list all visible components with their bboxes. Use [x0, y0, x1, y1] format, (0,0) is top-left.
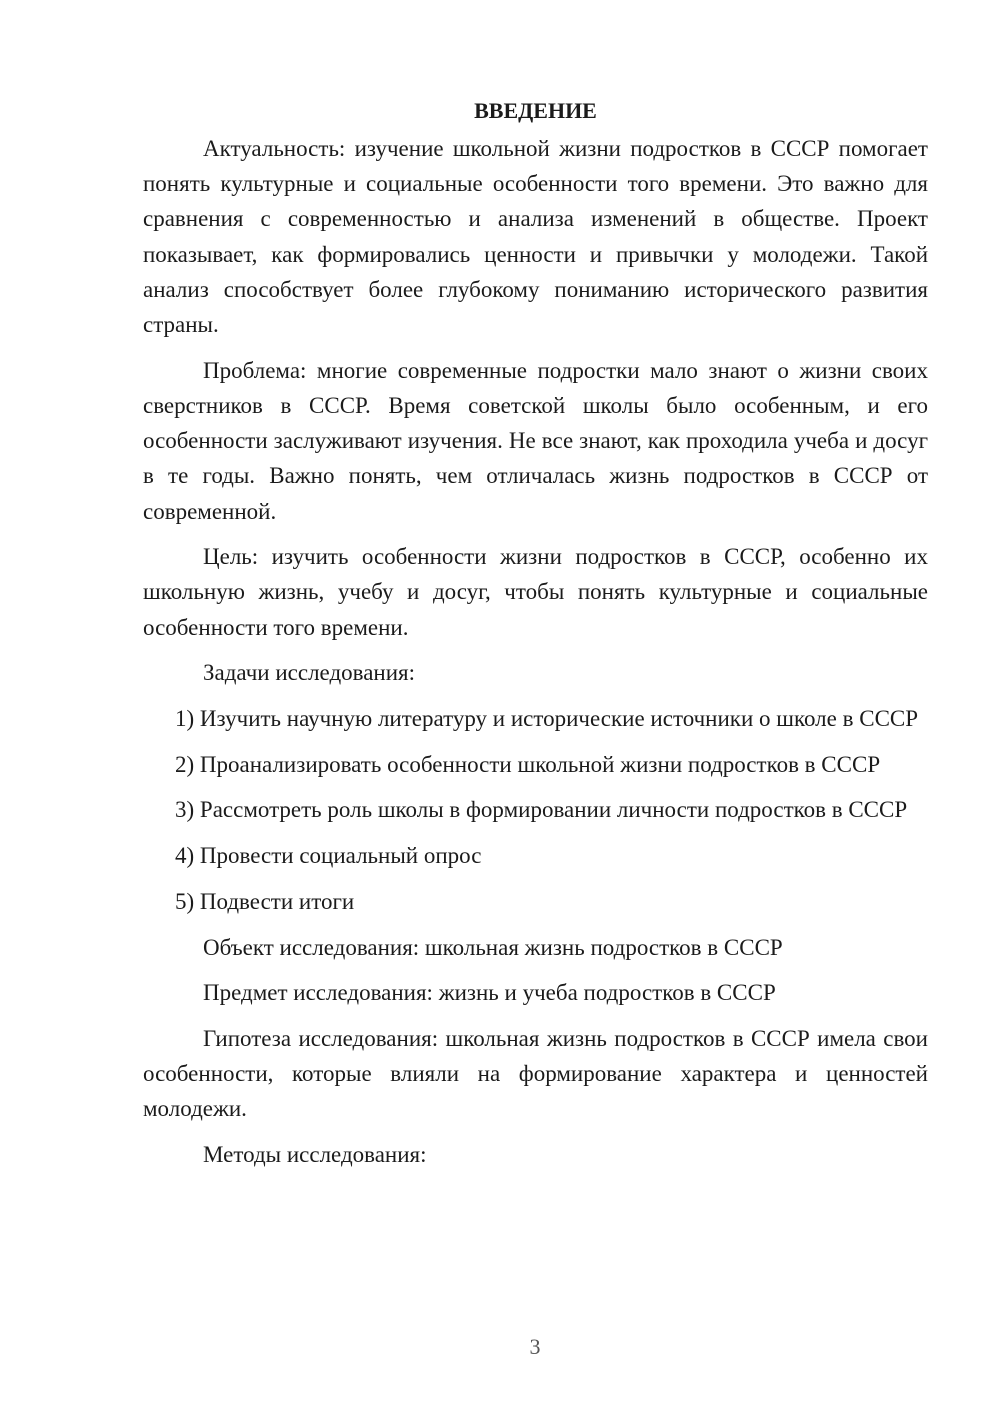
page-number: 3 — [529, 1334, 541, 1359]
subject-paragraph: Предмет исследования: жизнь и учеба подростков в СССР — [203, 980, 776, 1006]
hypothesis-paragraph: Гипотеза исследования: школьная жизнь подростков в СССР имела свои особенности, которые влияли на формирование характера и ценностей молодежи. — [143, 1025, 928, 1122]
task-item: 2) Проанализировать особенности школьной жизни подростков в СССР — [175, 751, 881, 777]
task-item: 5) Подвести итоги — [175, 888, 355, 914]
document-page — [143, 93, 928, 1183]
goal-paragraph: Цель: изучить особенности жизни подростков в СССР, особенно их школьную жизнь, учебу и досуг, чтобы понять культурные и социальные особенности того времени. — [143, 544, 928, 640]
task-item: 1) Изучить научную литературу и исторические источники о школе в СССР — [175, 706, 919, 732]
tasks-title: Задачи исследования: — [203, 660, 416, 686]
task-item: 4) Провести социальный опрос — [175, 843, 482, 869]
section-heading: ВВЕДЕНИЕ — [474, 98, 597, 123]
relevance-paragraph: Актуальность: изучение школьной жизни подростков в СССР помогает понять культурные и социальные особенности того времени. Это важно для сравнения с современностью и анализа изменений в обществе. Проект показывает, как формировались ценности и привычки у молодежи. Такой анализ способствует более глубокому пониманию исторического развития страны. — [143, 136, 928, 338]
task-item: 3) Рассмотреть роль школы в формировании личности подростков в СССР — [175, 797, 908, 823]
object-paragraph: Объект исследования: школьная жизнь подростков в СССР — [203, 934, 783, 960]
methods-title: Методы исследования: — [203, 1142, 427, 1168]
problem-paragraph: Проблема: многие современные подростки мало знают о жизни своих сверстников в СССР. Время советской школы было особенным, и его особенности заслуживают изучения. Не все знают, как проходила учеба и досуг в те годы. Важно понять, чем отличалась жизнь подростков в СССР от современной. — [143, 357, 928, 524]
tasks-list — [143, 701, 928, 919]
